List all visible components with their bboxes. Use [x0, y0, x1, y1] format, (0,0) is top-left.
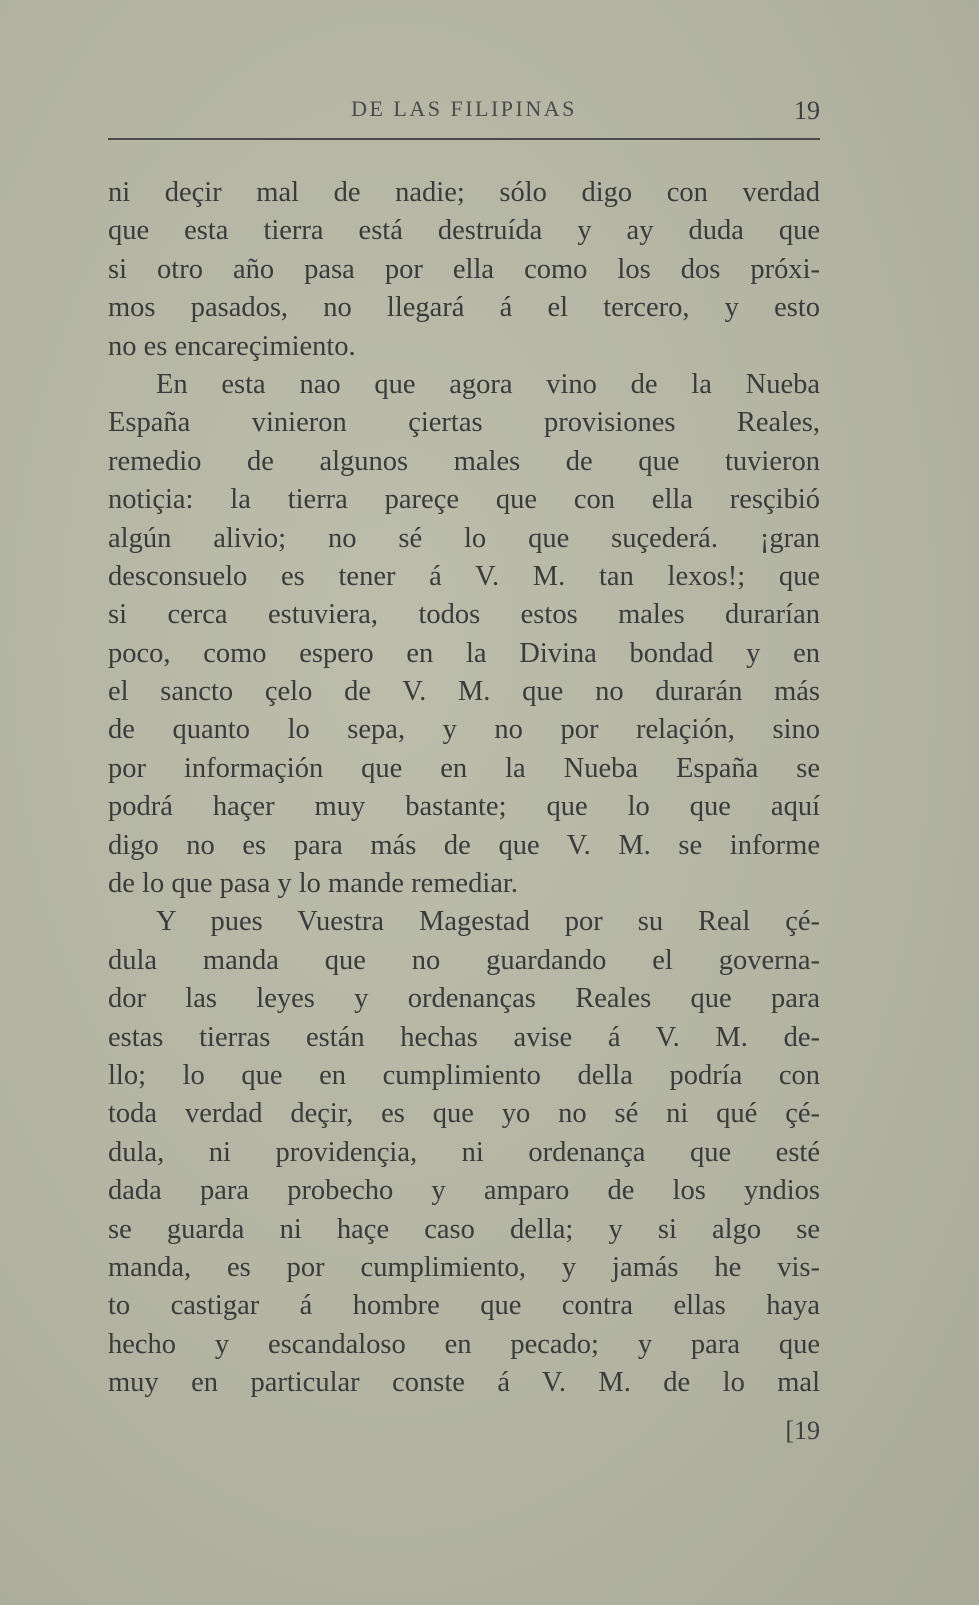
text-line: dor las leyes y ordenanças Reales que para [108, 983, 820, 1015]
text-line: manda, es por cumplimiento, y jamás he vis- [108, 1251, 820, 1283]
text-line: mos pasados, no llegará á el tercero, y esto [108, 292, 820, 324]
text-line: hecho y escandaloso en pecado; y para que [108, 1328, 820, 1360]
text-line: España vinieron çiertas provisiones Reales, [108, 407, 820, 439]
body-text [108, 174, 820, 1403]
text-line: si cerca estuviera, todos estos males durarían [108, 599, 820, 631]
text-line: dada para probecho y amparo de los yndios [108, 1175, 820, 1207]
header-rule [108, 138, 820, 140]
running-title: DE LAS FILIPINAS [351, 96, 577, 121]
signature-mark: [19 [785, 1416, 820, 1445]
text-line: En esta nao que agora vino de la Nueba [156, 368, 820, 400]
text-line: Y pues Vuestra Magestad por su Real çé- [156, 906, 820, 938]
text-line: to castigar á hombre que contra ellas haya [108, 1290, 820, 1322]
text-line: de quanto lo sepa, y no por relaçión, sino [108, 714, 820, 746]
text-line: no es encareçimiento. [108, 330, 356, 362]
text-line: de lo que pasa y lo mande remediar. [108, 868, 518, 900]
text-line: dula manda que no guardando el governa- [108, 944, 820, 976]
text-line: toda verdad deçir, es que yo no sé ni qué çé- [108, 1098, 820, 1130]
running-head [108, 86, 820, 136]
text-line: se guarda ni haçe caso della; y si algo se [108, 1213, 820, 1245]
text-line: el sancto çelo de V. M. que no durarán más [108, 676, 820, 708]
text-line: llo; lo que en cumplimiento della podría con [108, 1059, 820, 1091]
book-page [108, 86, 820, 1445]
text-line: ni deçir mal de nadie; sólo digo con verdad [108, 177, 820, 208]
text-line: podrá haçer muy bastante; que lo que aquí [108, 791, 820, 823]
text-line: remedio de algunos males de que tuvieron [108, 445, 820, 477]
text-line: muy en particular conste á V. M. de lo mal [108, 1367, 820, 1399]
text-line: dula, ni providençia, ni ordenança que esté [108, 1136, 820, 1168]
text-line: algún alivio; no sé lo que suçederá. ¡gran [108, 522, 820, 554]
text-line: si otro año pasa por ella como los dos próxi- [108, 253, 820, 285]
text-line: poco, como espero en la Divina bondad y en [108, 637, 820, 669]
page-number: 19 [794, 96, 820, 125]
text-line: estas tierras están hechas avise á V. M. de- [108, 1021, 820, 1053]
text-line: que esta tierra está destruída y ay duda que [108, 215, 820, 247]
text-line: desconsuelo es tener á V. M. tan lexos!; que [108, 560, 820, 592]
text-line: notiçia: la tierra pareçe que con ella resçibió [108, 484, 820, 516]
text-line: digo no es para más de que V. M. se informe [108, 829, 820, 861]
text-line: por informaçión que en la Nueba España se [108, 752, 820, 784]
